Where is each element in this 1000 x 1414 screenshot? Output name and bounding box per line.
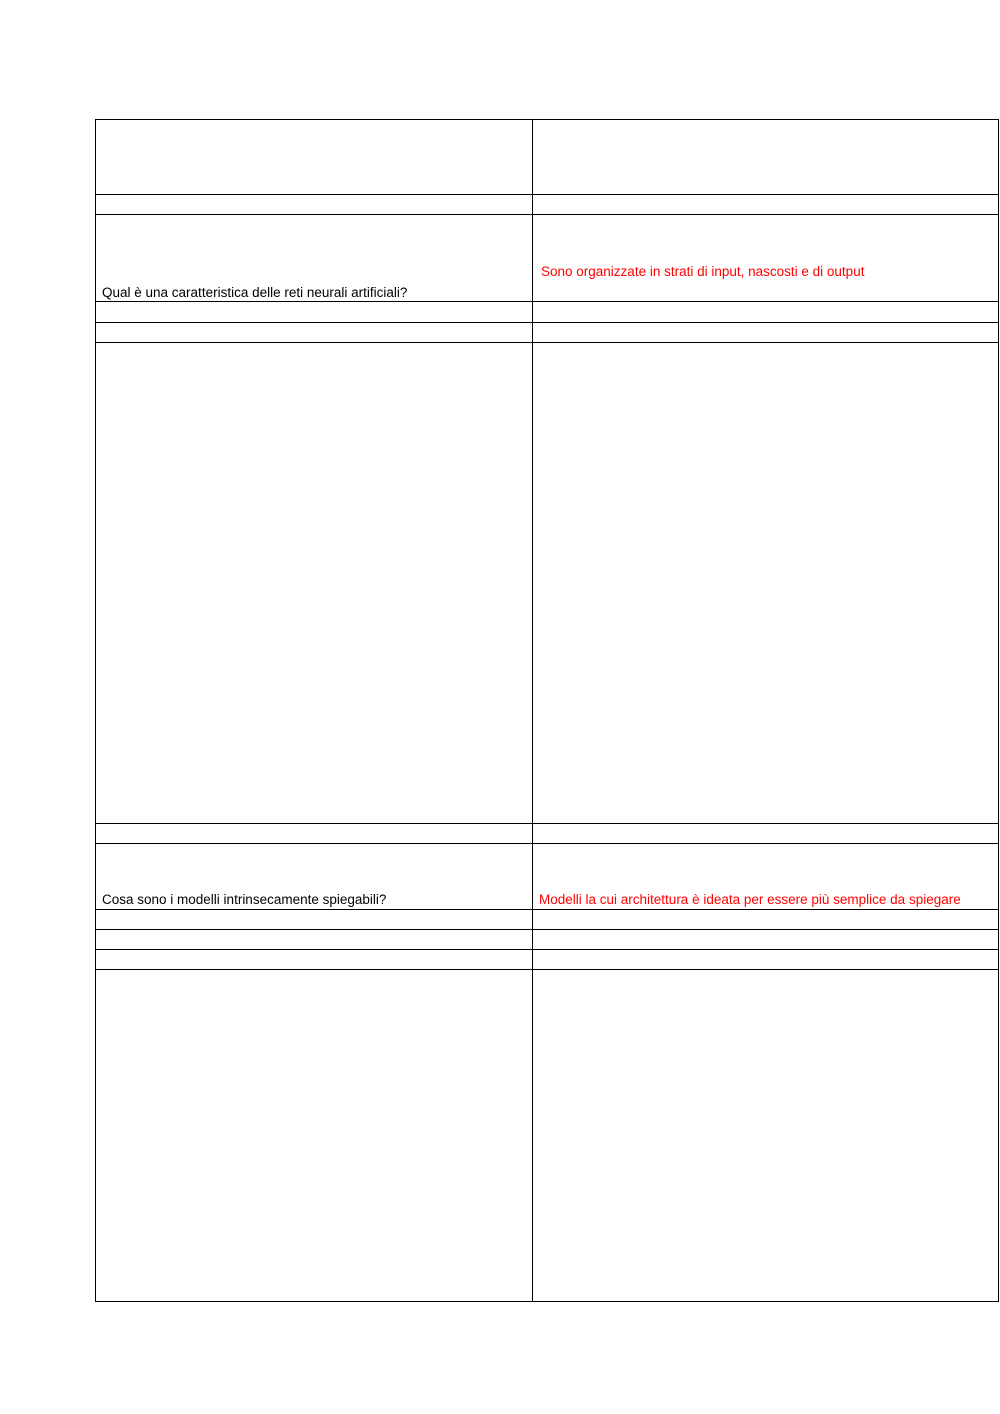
row-divider	[96, 823, 998, 824]
question-cell-text: Cosa sono i modelli intrinsecamente spiegabili?	[102, 892, 387, 907]
row-divider	[96, 909, 998, 910]
row-divider	[96, 301, 998, 302]
row-divider	[96, 214, 998, 215]
answer-cell-text: Modelli la cui architettura è ideata per essere più semplice da spiegare	[539, 892, 961, 907]
question-cell-text: Qual è una caratteristica delle reti neurali artificiali?	[102, 285, 408, 300]
row-divider	[96, 322, 998, 323]
row-divider	[96, 949, 998, 950]
row-divider	[96, 194, 998, 195]
row-divider	[96, 342, 998, 343]
row-divider	[96, 843, 998, 844]
row-divider	[96, 929, 998, 930]
column-divider	[532, 120, 533, 1301]
row-divider	[96, 969, 998, 970]
flashcard-table	[95, 119, 999, 1302]
answer-cell-text: Sono organizzate in strati di input, nascosti e di output	[541, 264, 865, 279]
